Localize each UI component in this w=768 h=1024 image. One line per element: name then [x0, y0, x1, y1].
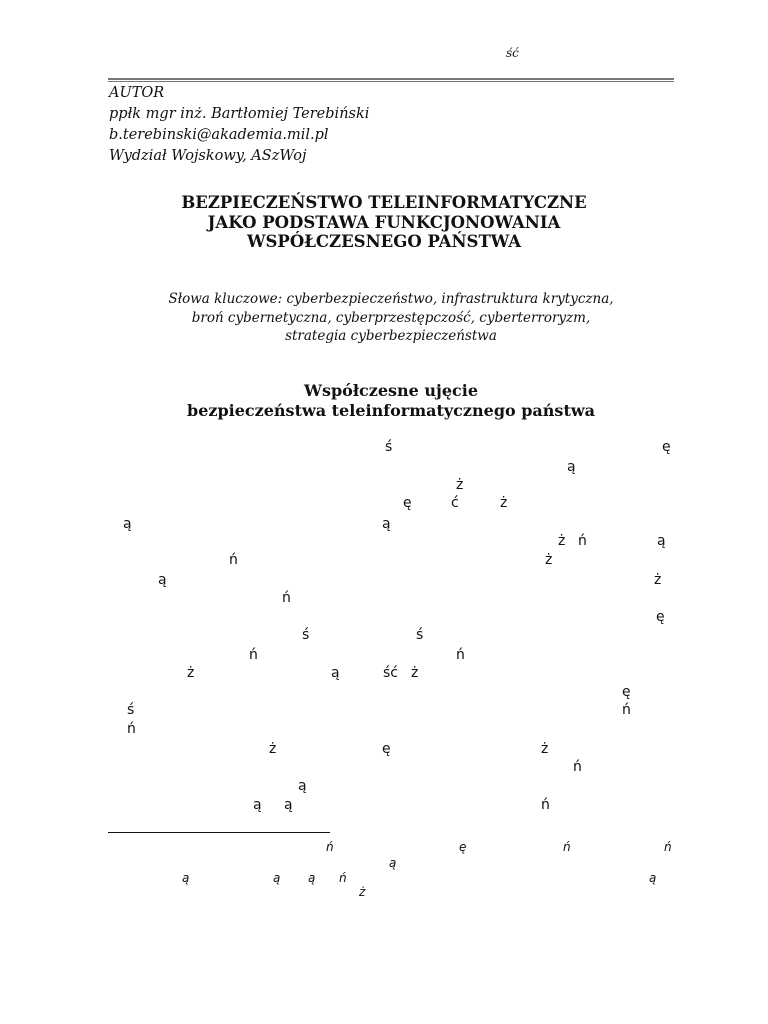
body-glyph: ą — [253, 797, 262, 813]
footnote-glyph: ń — [339, 871, 347, 885]
body-glyph: ś — [385, 439, 393, 455]
body-glyph: ń — [573, 759, 582, 775]
footnote-glyph: ą — [389, 856, 397, 870]
body-glyph: ż — [456, 477, 464, 493]
body-glyph: ż — [541, 741, 549, 757]
body-glyph: ń — [622, 702, 631, 718]
body-glyph: ą — [657, 533, 666, 549]
body-glyph: ą — [158, 572, 167, 588]
body-glyph: ś — [302, 627, 310, 643]
body-glyph: ę — [662, 439, 671, 455]
title-line: BEZPIECZEŃSTWO TELEINFORMATYCZNE — [181, 193, 587, 212]
footnote-separator — [108, 832, 330, 833]
title-line: WSPÓŁCZESNEGO PAŃSTWA — [246, 232, 522, 251]
footnote-glyph: ń — [326, 840, 334, 854]
body-glyph: ą — [331, 665, 340, 681]
body-glyph: ą — [298, 778, 307, 794]
body-glyph: ż — [545, 552, 553, 568]
author-block — [109, 83, 369, 167]
body-glyph: ą — [382, 516, 391, 532]
keywords-line: broń cybernetyczna, cyberprzestępczość, cyberterroryzm, — [191, 309, 591, 326]
keywords-line: strategia cyberbezpieczeństwa — [285, 328, 497, 344]
body-glyph: ń — [127, 721, 136, 737]
section-heading-line: Współczesne ujęcie — [304, 381, 478, 400]
body-glyph: ń — [456, 647, 465, 663]
footnote-glyph: ę — [459, 840, 467, 854]
body-glyph: ś — [127, 702, 135, 718]
body-glyph: ą — [284, 797, 293, 813]
body-glyph: ż — [500, 495, 508, 511]
article-title — [0, 193, 768, 252]
keywords — [0, 290, 768, 346]
header-rule-thick — [108, 78, 674, 80]
body-glyph: ż — [411, 665, 419, 681]
body-glyph: ż — [558, 533, 566, 549]
body-glyph: ń — [541, 797, 550, 813]
body-glyph: ś — [416, 627, 424, 643]
page-header-mark: ść — [506, 46, 519, 60]
body-glyph: ż — [269, 741, 277, 757]
section-heading — [0, 381, 768, 421]
author-label: AUTOR — [109, 85, 165, 101]
footnote-glyph: ż — [359, 885, 366, 899]
body-glyph: ść — [383, 665, 398, 681]
body-glyph: ę — [656, 609, 665, 625]
title-line: JAKO PODSTAWA FUNKCJONOWANIA — [207, 212, 561, 232]
body-glyph: ż — [654, 572, 662, 588]
author-email: b.terebinski@akademia.mil.pl — [109, 127, 329, 143]
body-glyph: ć — [451, 495, 459, 511]
header-rule-thin — [108, 81, 674, 82]
body-glyph: ą — [123, 516, 132, 532]
footnote-glyph: ą — [182, 871, 190, 885]
footnote-glyph: ą — [273, 871, 281, 885]
body-glyph: ą — [567, 459, 576, 475]
body-glyph: ż — [187, 665, 195, 681]
author-name: ppłk mgr inż. Bartłomiej Terebiński — [109, 106, 370, 122]
footnote-glyph: ń — [563, 840, 571, 854]
footnote-glyph: ń — [664, 840, 672, 854]
body-glyph: ę — [622, 684, 631, 700]
body-glyph: ń — [249, 647, 258, 663]
body-glyph: ę — [382, 741, 391, 757]
keywords-line: Słowa kluczowe: cyberbezpieczeństwo, infrastruktura krytyczna, — [168, 291, 614, 307]
body-glyph: ę — [403, 495, 412, 511]
body-glyph: ń — [578, 533, 587, 549]
body-glyph: ń — [229, 552, 238, 568]
footnote-glyph: ą — [308, 871, 316, 885]
footnote-glyph: ą — [649, 871, 657, 885]
author-affiliation: Wydział Wojskowy, ASzWoj — [109, 148, 307, 164]
section-heading-line: bezpieczeństwa teleinformatycznego państwa — [187, 401, 595, 420]
body-glyph: ń — [282, 590, 291, 606]
